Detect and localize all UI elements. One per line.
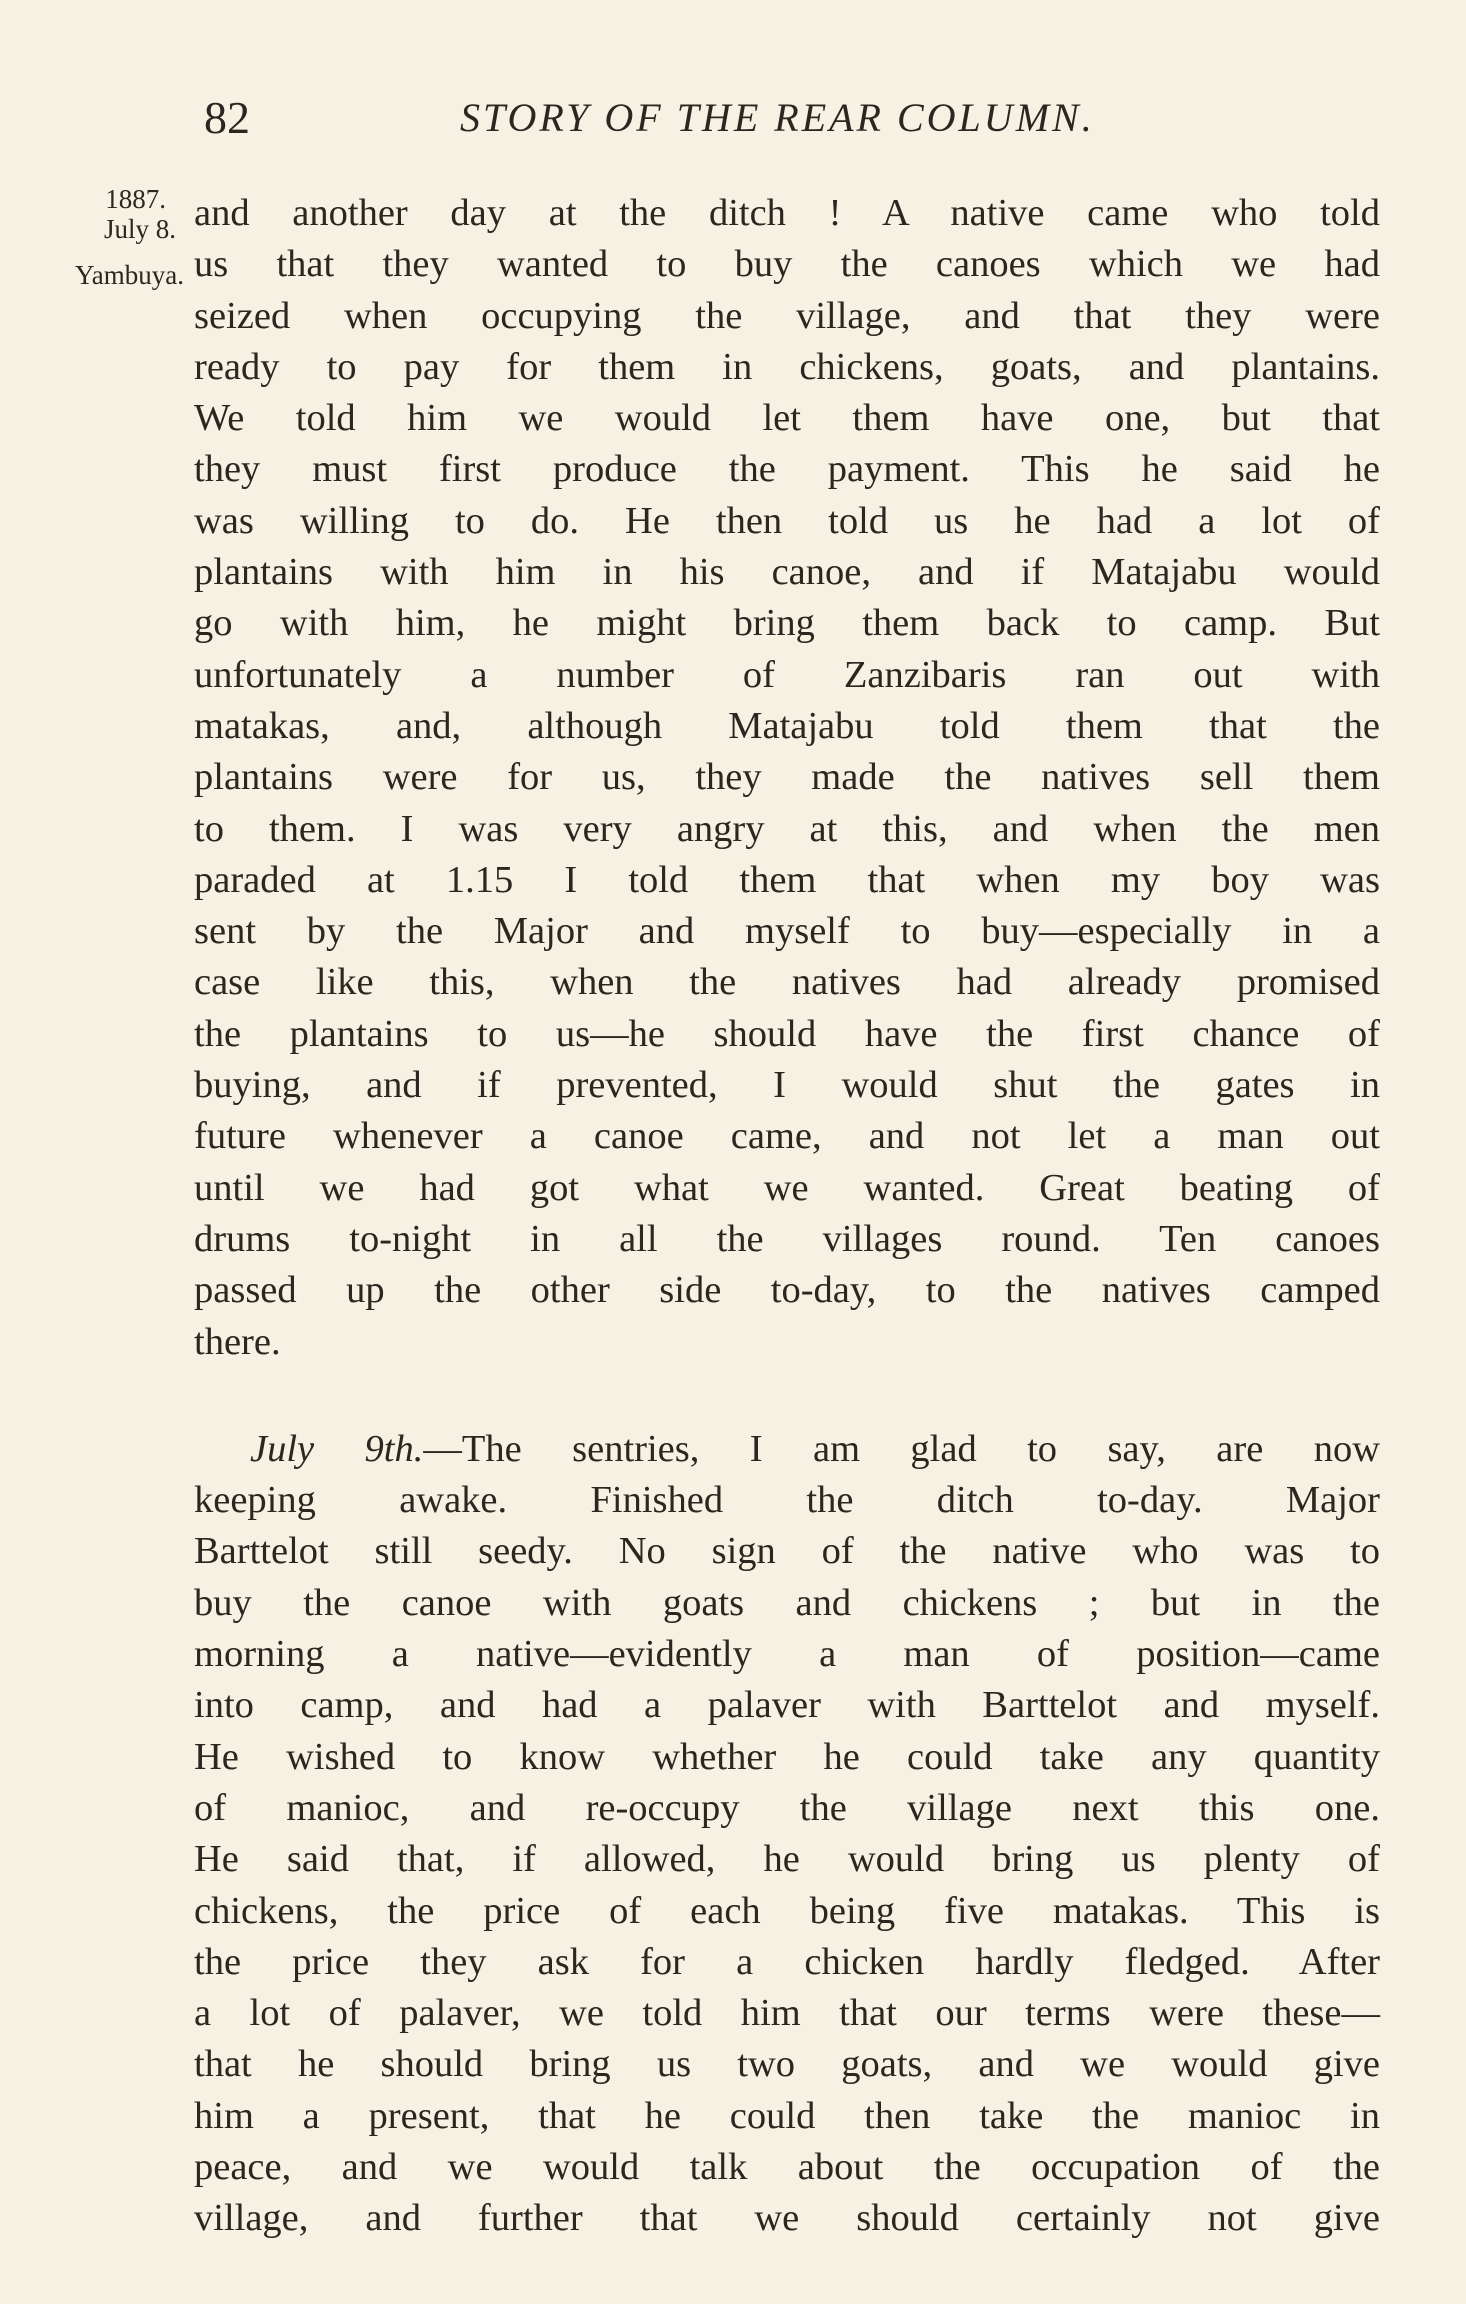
text-line: chickens, the price of each being five matakas. This is (194, 1889, 1380, 1932)
text-line: the price they ask for a chicken hardly fledged. After (194, 1940, 1380, 1983)
text-line: they must first produce the payment. This he said he (194, 448, 1380, 491)
text-line: village, and further that we should certainly not give (194, 2197, 1380, 2240)
text-line: Barttelot still seedy. No sign of the native who was to (194, 1530, 1380, 1573)
page-header (200, 88, 1430, 148)
text-line: buying, and if prevented, I would shut the gates in (194, 1064, 1380, 1107)
text-line (194, 1424, 1380, 1475)
text-line: ready to pay for them in chickens, goats, and plantains. (194, 345, 1380, 388)
margin-note (4, 184, 184, 290)
text-line: drums to-night in all the villages round. Ten canoes (194, 1217, 1380, 1260)
text-line: and another day at the ditch ! A native came who told (194, 192, 1380, 234)
margin-place: Yambuya. (74, 260, 184, 290)
text-line: until we had got what we wanted. Great beating of (194, 1166, 1380, 1209)
text-line: plantains were for us, they made the natives sell them (194, 756, 1380, 799)
paragraph-july-9 (194, 1424, 1380, 2245)
text-line: He wished to know whether he could take any quantity (194, 1735, 1380, 1778)
text-line: passed up the other side to-day, to the natives camped (194, 1269, 1380, 1312)
text-line: paraded at 1.15 I told them that when my boy was (194, 858, 1380, 901)
text-line: the plantains to us—he should have the first chance of (194, 1012, 1380, 1055)
text-line: that he should bring us two goats, and we would give (194, 2043, 1380, 2086)
text-line: future whenever a canoe came, and not let a man out (194, 1115, 1380, 1158)
text-line: morning a native—evidently a man of position—came (194, 1633, 1380, 1676)
text-line: us that they wanted to buy the canoes which we had (194, 243, 1380, 286)
text-line: unfortunately a number of Zanzibaris ran out with (194, 653, 1380, 696)
text-line: go with him, he might bring them back to camp. But (194, 602, 1380, 645)
text-line: buy the canoe with goats and chickens ; but in the (194, 1581, 1380, 1624)
entry-date: July 9th. (250, 1427, 424, 1470)
entry-first-line: —The sentries, I am glad to say, are now (423, 1427, 1381, 1470)
body-text (194, 188, 1380, 2245)
text-line: was willing to do. He then told us he had a lot of (194, 499, 1380, 542)
text-line: He said that, if allowed, he would bring us plenty of (194, 1838, 1380, 1881)
text-line: plantains with him in his canoe, and if Matajabu would (194, 551, 1380, 594)
text-line: into camp, and had a palaver with Barttelot and myself. (194, 1684, 1380, 1727)
text-line: a lot of palaver, we told him that our terms were these— (194, 1992, 1380, 2035)
text-line: case like this, when the natives had already promised (194, 961, 1380, 1004)
text-line: We told him we would let them have one, but that (194, 397, 1380, 440)
text-line: keeping awake. Finished the ditch to-day. Major (194, 1479, 1380, 1522)
paragraph-july-8 (194, 188, 1380, 1368)
margin-date: July 8. (103, 214, 176, 244)
text-line: to them. I was very angry at this, and when the men (194, 807, 1380, 850)
running-title: STORY OF THE REAR COLUMN. (460, 95, 1095, 140)
page-number: 82 (204, 92, 250, 143)
margin-year: 1887. (105, 184, 166, 214)
paragraph-gap (194, 1368, 1380, 1424)
text-line: matakas, and, although Matajabu told them that the (194, 704, 1380, 747)
text-line: peace, and we would talk about the occupation of the (194, 2145, 1380, 2188)
text-line: there. (194, 1320, 281, 1363)
text-line: sent by the Major and myself to buy—especially in a (194, 910, 1380, 953)
text-line: him a present, that he could then take the manioc in (194, 2094, 1380, 2137)
text-line: seized when occupying the village, and that they were (194, 294, 1380, 337)
text-line: of manioc, and re-occupy the village next this one. (194, 1786, 1380, 1829)
